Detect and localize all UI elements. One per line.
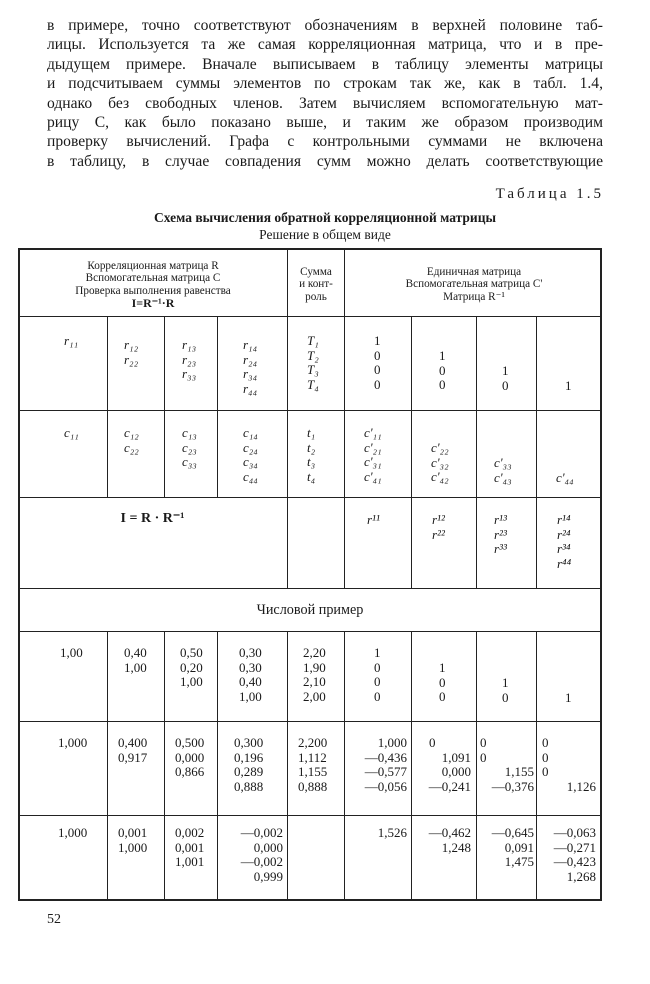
table-rule [476, 316, 477, 588]
num2-col1 [58, 736, 87, 751]
header-line: Вспомогательная матрица C' [405, 278, 543, 291]
header-right [348, 266, 600, 303]
cell-value: —0,056 [364, 778, 407, 794]
cell-value: T₄ [307, 376, 319, 392]
cell-value: 0 [480, 735, 487, 750]
cell-value: t₁ [307, 425, 316, 440]
table-rule [217, 631, 218, 901]
header-line: Вспомогательная матрица C [85, 272, 221, 285]
num3-e2 [415, 826, 471, 855]
cell-value: 1,126 [566, 778, 596, 794]
cell-value: t₄ [307, 468, 316, 484]
num3-e3 [478, 826, 534, 870]
num1-sum [303, 646, 326, 704]
cell-value: 0,917 [118, 749, 148, 765]
identity-equation: I = R · R⁻¹ [120, 511, 185, 526]
table-rule [18, 899, 602, 901]
cell-value: c'₄₃ [494, 469, 512, 485]
num1-e4 [565, 691, 572, 706]
cell-value: 1,000 [58, 735, 88, 750]
paragraph-line: в таблицу, в случае совпадения сумм можно делать соответствующие [47, 152, 603, 170]
cell-value: —0,063 [553, 825, 596, 840]
cell-value: 0 [542, 764, 549, 780]
cell-value: r₂₂ [124, 351, 139, 367]
num3-col2 [118, 826, 147, 855]
cell-value: —0,271 [553, 839, 596, 855]
cell-value: 1,112 [298, 749, 327, 765]
cell-value: c'₃₂ [431, 454, 449, 470]
header-line: Матрица R⁻¹ [443, 290, 505, 303]
cell-value: c₁₁ [64, 425, 79, 440]
cell-value: c'₁₁ [364, 425, 382, 440]
cell-r-col1 [64, 334, 78, 349]
table-rule [536, 316, 537, 588]
cell-value: 1,526 [377, 825, 407, 840]
table-rule [18, 497, 602, 498]
table-rule [107, 631, 108, 901]
cell-value: r₄₄ [243, 380, 258, 396]
cell-cprime-col4 [556, 471, 574, 486]
cell-value: r⁴⁴ [557, 555, 572, 571]
table-title: Схема вычисления обратной корреляционной матрицы [153, 210, 497, 225]
cell-value: c'₂₂ [431, 440, 449, 455]
header-line: и конт- [299, 278, 333, 291]
table-rule [18, 815, 602, 816]
header-line: Сумма [300, 266, 332, 278]
num2-e3 [478, 736, 534, 794]
cell-r-col3 [182, 338, 196, 382]
cell-value: 0,866 [175, 764, 205, 780]
cell-value: 0 [502, 689, 509, 705]
table-rule [287, 631, 288, 901]
cell-value: 0,000 [175, 749, 205, 765]
cell-value: 0 [542, 735, 549, 750]
table-rule [18, 248, 602, 250]
cell-value: c₃₃ [182, 454, 197, 470]
cell-value: c'₄₁ [364, 468, 382, 484]
cell-value: r₁₃ [182, 337, 197, 352]
cell-value: —0,577 [364, 764, 407, 780]
cell-value: c₁₄ [243, 425, 258, 440]
cell-value: —0,645 [491, 825, 534, 840]
num2-e2 [415, 736, 471, 794]
cell-value: 0,001 [175, 839, 205, 855]
cell-value: t₂ [307, 439, 316, 455]
cell-value: 1 [374, 333, 381, 348]
cell-value: 0 [439, 362, 446, 378]
num1-col3 [180, 646, 203, 690]
cell-value: c₂₄ [243, 439, 258, 455]
cell-value: r₁₄ [243, 337, 258, 352]
cell-e-col2 [439, 349, 446, 393]
table-rule [164, 316, 165, 497]
cell-value: c'₄₂ [431, 469, 449, 485]
paragraph-line: проверку вычислений. Графа с контрольными суммами не включена [47, 133, 603, 151]
page-number: 52 [47, 912, 61, 927]
cell-value: 0 [374, 674, 381, 690]
table-rule [18, 631, 602, 632]
cell-value: r¹⁴ [557, 512, 571, 527]
cell-value: 0,30 [239, 645, 262, 660]
cell-value: 0 [374, 347, 381, 363]
cell-value: T₁ [307, 333, 319, 348]
cell-value: t₃ [307, 454, 316, 470]
cell-value: 0,289 [234, 764, 264, 780]
cell-e-col4 [565, 379, 572, 394]
paragraph-line: в примере, точно соответствуют обозначениям в верхней половине таб- [47, 17, 603, 34]
cell-value: 1 [439, 348, 446, 363]
cell-value: 0,50 [180, 645, 203, 660]
cell-value: 2,10 [303, 674, 326, 690]
cell-r-col4 [243, 338, 257, 396]
cell-value: 1,00 [60, 645, 83, 660]
cell-value: r²⁴ [557, 526, 571, 542]
cell-inv-col4 [557, 513, 571, 571]
cell-value: 0,091 [504, 839, 534, 855]
cell-value: 2,00 [303, 688, 326, 704]
num2-col3 [175, 736, 204, 780]
cell-value: 0 [542, 749, 549, 765]
num3-e1 [349, 826, 407, 841]
cell-value: 0,888 [298, 778, 328, 794]
header-line: Корреляционная матрица R [87, 260, 219, 272]
cell-value: 1,248 [441, 839, 471, 855]
body-paragraph [47, 16, 603, 171]
cell-value: 1 [374, 645, 381, 660]
cell-inv-col2 [432, 513, 445, 542]
cell-value: c₁₂ [124, 425, 139, 440]
cell-value: c'₃₁ [364, 454, 382, 470]
cell-value: c₂₃ [182, 439, 197, 455]
cell-c-col1 [64, 426, 79, 441]
num2-e1 [349, 736, 407, 794]
cell-value: r₂₄ [243, 351, 258, 367]
cell-value: r²² [432, 526, 445, 542]
cell-value: 1,000 [58, 825, 88, 840]
num1-col2 [124, 646, 147, 675]
cell-value: 0,40 [124, 645, 147, 660]
cell-value: 2,20 [303, 645, 326, 660]
cell-cprime-col1 [364, 426, 382, 484]
cell-value: r₂₃ [182, 351, 197, 367]
cell-value: 0,30 [239, 659, 262, 675]
cell-value: 0 [439, 689, 446, 705]
table-number: Таблица 1.5 [495, 186, 604, 202]
table-rule [344, 631, 345, 901]
cell-cprime-col2 [431, 441, 449, 485]
cell-value: c₁₃ [182, 425, 197, 440]
paragraph-line: лицы. Используется та же самая корреляционная матрица, что и в пре- [47, 36, 603, 54]
num3-col3 [175, 826, 204, 870]
cell-value: 1 [565, 378, 572, 393]
cell-value: T₂ [307, 347, 319, 363]
cell-value: 1 [439, 660, 446, 675]
cell-value: c₃₄ [243, 454, 258, 470]
cell-value: 0,888 [234, 778, 264, 794]
num3-e4 [540, 826, 596, 884]
cell-value: r₁₁ [64, 333, 79, 348]
cell-value: r³³ [494, 541, 507, 557]
cell-value: 1,90 [303, 659, 326, 675]
cell-inv-col3 [494, 513, 507, 557]
cell-r-col2 [124, 338, 138, 367]
num1-col4 [239, 646, 262, 704]
cell-c-col4 [243, 426, 258, 484]
cell-value: c'₂₁ [364, 439, 382, 455]
cell-value: 0 [502, 377, 509, 393]
table-rule [411, 631, 412, 901]
header-sum [288, 266, 344, 303]
cell-value: r₃₃ [182, 366, 197, 382]
num1-e2 [439, 661, 446, 705]
cell-value: 0 [374, 376, 381, 392]
table-rule [164, 631, 165, 901]
cell-value: 0 [374, 688, 381, 704]
cell-value: —0,241 [428, 778, 471, 794]
cell-value: 0,000 [441, 764, 471, 780]
cell-value: 1,001 [175, 854, 205, 870]
header-left [22, 260, 284, 310]
cell-value: T₃ [307, 362, 319, 378]
table-rule [18, 410, 602, 411]
cell-value: 1,000 [377, 735, 407, 750]
cell-value: c₂₂ [124, 439, 139, 455]
num1-col1 [60, 646, 83, 661]
cell-c-col2 [124, 426, 139, 455]
cell-value: 0,002 [175, 825, 205, 840]
table-rule [344, 248, 345, 588]
cell-value: 0 [374, 659, 381, 675]
table-rule [18, 721, 602, 722]
cell-value: —0,002 [240, 854, 283, 870]
cell-value: 0,196 [234, 749, 264, 765]
paragraph-line: дыдущем примере. Вначале выписываем в таблицу элементы матрицы [47, 55, 603, 73]
cell-value: 1,091 [441, 749, 471, 765]
num1-e3 [502, 676, 509, 705]
cell-value: r¹³ [494, 512, 507, 527]
cell-value: 1 [502, 363, 509, 378]
cell-value: 0,000 [253, 839, 283, 855]
cell-value: 0,999 [253, 868, 283, 884]
cell-value: 0,001 [118, 825, 148, 840]
table-rule [411, 316, 412, 588]
cell-value: 0 [439, 674, 446, 690]
cell-value: r₃₄ [243, 366, 258, 382]
cell-value: 1,268 [566, 868, 596, 884]
cell-value: 0,500 [175, 735, 205, 750]
cell-value: 1,00 [124, 659, 147, 675]
header-line: роль [305, 290, 327, 303]
cell-value: 0,20 [180, 659, 203, 675]
cell-value: 1,475 [504, 854, 534, 870]
cell-value: c₄₄ [243, 468, 258, 484]
num3-col1 [58, 826, 87, 841]
paragraph-line: однако без свободных членов. Затем вычисляем вспомогательную мат- [47, 94, 603, 112]
cell-value: r¹¹ [367, 512, 380, 527]
cell-value: —0,376 [491, 778, 534, 794]
cell-value: 0,40 [239, 674, 262, 690]
num2-col4 [234, 736, 263, 794]
cell-value: 0,300 [234, 735, 264, 750]
paragraph-line: рицу C, как было показано выше, и таким же образом производим [47, 114, 603, 132]
cell-value: r₁₂ [124, 337, 139, 352]
cell-c-col3 [182, 426, 197, 470]
table-rule [18, 248, 20, 901]
cell-inv-col1 [367, 513, 380, 528]
cell-value: 1,00 [180, 674, 203, 690]
cell-value: 0 [480, 749, 487, 765]
num3-col4 [223, 826, 283, 884]
table-rule [107, 316, 108, 497]
cell-value: 2,200 [298, 735, 328, 750]
cell-value: 1,155 [504, 764, 534, 780]
cell-r-sum [307, 334, 319, 392]
cell-value: —0,423 [553, 854, 596, 870]
table-rule [18, 316, 602, 317]
num2-col2 [118, 736, 147, 765]
header-line: I=R⁻¹·R [131, 296, 175, 311]
cell-value: r²³ [494, 526, 507, 542]
cell-value: 1,00 [239, 688, 262, 704]
cell-value: 1,000 [118, 839, 148, 855]
table-subtitle: Решение в общем виде [259, 227, 391, 242]
num2-sum [298, 736, 327, 794]
cell-value: 0 [439, 377, 446, 393]
header-line: Единичная матрица [426, 266, 522, 278]
numeric-example-title: Числовой пример [256, 602, 364, 618]
cell-value: 1 [565, 690, 572, 705]
cell-value: —0,436 [364, 749, 407, 765]
num2-e4 [540, 736, 596, 794]
table-rule [600, 248, 602, 901]
cell-e-col3 [502, 364, 509, 393]
cell-value: 0 [374, 362, 381, 378]
matrix-table [18, 248, 602, 901]
cell-value: —0,462 [428, 825, 471, 840]
paragraph-line: и подсчитываем суммы элементов по строкам так же, как в табл. 1.4, [47, 75, 603, 93]
cell-value: —0,002 [240, 825, 283, 840]
cell-value: 0 [429, 735, 436, 750]
cell-value: c'₄₄ [556, 470, 574, 485]
cell-value: r³⁴ [557, 541, 571, 557]
cell-value: c'₃₃ [494, 455, 512, 470]
cell-value: 0,400 [118, 735, 148, 750]
table-rule [217, 316, 218, 497]
table-rule [536, 631, 537, 901]
cell-c-sum [307, 426, 315, 484]
table-rule [18, 588, 602, 589]
num1-e1 [374, 646, 381, 704]
cell-value: 1,155 [298, 764, 328, 780]
cell-e-col1 [374, 334, 381, 392]
header-line: Проверка выполнения равенства [75, 284, 231, 297]
cell-value: r¹² [432, 512, 445, 527]
cell-cprime-col3 [494, 456, 512, 485]
cell-value: 1 [502, 675, 509, 690]
